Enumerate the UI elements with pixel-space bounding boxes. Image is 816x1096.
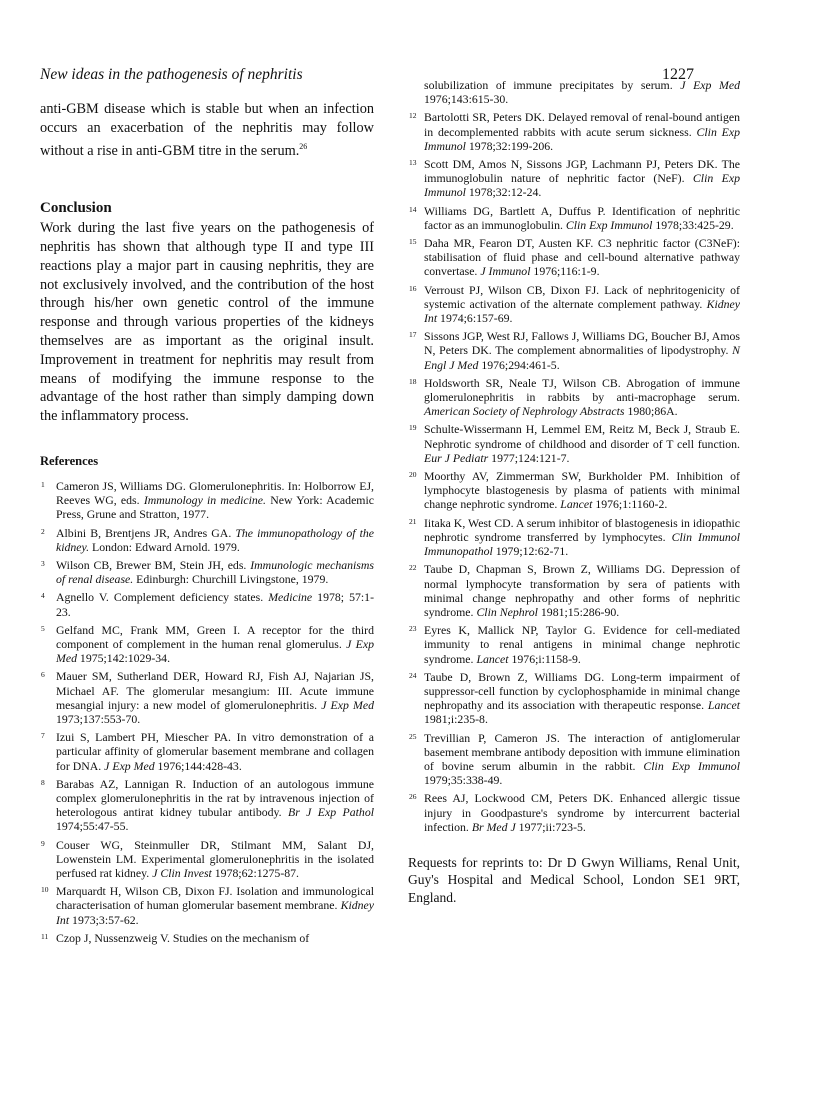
- footnote-marker: 26: [299, 141, 308, 151]
- reference-number: 16: [409, 283, 417, 293]
- references-list-left: [40, 479, 374, 945]
- reference-number: 17: [409, 330, 417, 340]
- reprint-request: Requests for reprints to: Dr D Gwyn Williams, Renal Unit, Guy's Hospital and Medical School, London SE1 9RT, England.: [408, 854, 740, 905]
- reference-number: 20: [409, 470, 417, 480]
- reference-item: 7 Izui S, Lambert PH, Miescher PA. In vitro demonstration of a particular affinity of glomerular basement membrane and collagen for DNA. J Exp Med 1976;144:428-43.: [41, 730, 374, 773]
- reference-number: 1: [41, 479, 45, 489]
- reference-number: 26: [409, 792, 417, 802]
- reference-number: 14: [409, 204, 417, 214]
- page-number: 1227: [662, 66, 694, 83]
- conclusion-heading: Conclusion: [40, 200, 112, 217]
- reference-number: 8: [41, 777, 45, 787]
- reference-number: 3: [41, 558, 45, 568]
- reference-item: 16 Verroust PJ, Wilson CB, Dixon FJ. Lack of nephritogenicity of systemic activation of the alternate complement pathway. Kidney Int 1974;6:157-69.: [409, 282, 740, 326]
- reference-number: 9: [41, 838, 45, 848]
- reference-item: 13 Scott DM, Amos N, Sissons JGP, Lachmann PJ, Peters DK. The immunoglobulin nature of nephritic factor (NeF). Clin Exp Immunol 1978;32:12-24.: [409, 157, 740, 200]
- reference-item: 20 Moorthy AV, Zimmerman SW, Burkholder PM. Inhibition of lymphocyte blastogenesis by plasma of patients with minimal change nephrotic syndrome. Lancet 1976;1:1160-2.: [409, 469, 740, 512]
- reference-item: 5 Gelfand MC, Frank MM, Green I. A receptor for the third component of complement in the human renal glomerulus. J Exp Med 1975;142:1029-34.: [41, 622, 375, 666]
- reference-item: 24 Taube D, Brown Z, Williams DG. Long-term impairment of suppressor-cell function by cyclophosphamide in minimal change nephropathy and its association with therapeutic response. Lancet 1981;i:235-8.: [409, 669, 740, 727]
- reference-item: 19 Schulte-Wissermann H, Lemmel EM, Reitz M, Beck J, Straub E. Nephrotic syndrome of childhood and disorder of T cell function. Eur J Pediatr 1977;124:121-7.: [409, 422, 740, 465]
- reference-number: 13: [409, 158, 417, 168]
- reference-number: 23: [409, 624, 417, 634]
- reference-number: 7: [41, 731, 45, 741]
- reference-number: 6: [41, 670, 45, 680]
- reference-number: 2: [41, 526, 45, 536]
- reference-item: 11 Czop J, Nussenzweig V. Studies on the mechanism of: [41, 930, 310, 945]
- reference-11-continuation: solubilization of immune precipitates by serum. J Exp Med 1976;143:615-30.: [424, 78, 741, 107]
- right-column: [408, 78, 740, 906]
- reference-item: 21 Iitaka K, West CD. A serum inhibitor of blastogenesis in idiopathic nephrotic syndrome transferred by lymphocytes. Clin Immunol Immunopathol 1979;12:62-71.: [409, 515, 740, 559]
- reference-item: 12 Bartolotti SR, Peters DK. Delayed removal of renal-bound antigen in decomplemented rabbits with acute serum sickness. Clin Exp Immunol 1978;32:199-206.: [409, 110, 740, 153]
- reference-item: 10 Marquardt H, Wilson CB, Dixon FJ. Isolation and immunological characterisation of human glomerular basement membrane. Kidney Int 1973;3:57-62.: [41, 884, 374, 927]
- reference-number: 5: [41, 623, 45, 633]
- conclusion-text: Work during the last five years on the pathogenesis of nephritis has shown that although type II and type III reactions play a major part in causing nephritis, they are not exclusively involved, and the contribution of the host through his/her own genetic control of the immune response and through various properties of the kidneys themselves are as important as the original insult. Improvement in treatment for nephritis may result from means of modifying the immune response to the advantage of the host rather than simply damping down the inflammatory process.: [40, 220, 374, 425]
- reference-item: 26 Rees AJ, Lockwood CM, Peters DK. Enhanced allergic tissue injury in Goodpasture's syndrome by intercurrent bacterial infection. Br Med J 1977;ii:723-5.: [409, 791, 740, 834]
- reference-item: 4 Agnello V. Complement deficiency states. Medicine 1978; 57:1-23.: [41, 590, 375, 619]
- reference-item: 18 Holdsworth SR, Neale TJ, Wilson CB. Abrogation of immune glomerulonephritis in rabbits by anti-macrophage serum. American Society of Nephrology Abstracts 1980;86A.: [409, 375, 740, 419]
- left-column: [40, 100, 374, 949]
- reference-item: 6 Mauer SM, Sutherland DER, Howard RJ, Fish AJ, Najarian JS, Michael AF. The glomerular mesangium: III. Acute immune mesangial injury: a new model of glomerulonephritis. J Exp Med 1973;137:553-70.: [41, 669, 375, 726]
- reference-number: 15: [409, 237, 417, 247]
- references-heading: References: [40, 453, 99, 468]
- running-title: New ideas in the pathogenesis of nephritis: [40, 66, 303, 83]
- reference-item: 8 Barabas AZ, Lannigan R. Induction of an autologous immune complex glomerulonephritis in the rat by intravenous injection of heterologous antirat kidney tubular antibody. Br J Exp Pathol 1974;55:47-55.: [41, 776, 374, 834]
- reference-number: 11: [41, 931, 49, 941]
- reference-number: 22: [409, 563, 417, 573]
- reference-number: 12: [409, 111, 417, 121]
- reference-number: 18: [409, 376, 417, 386]
- reference-number: 25: [409, 731, 417, 741]
- reference-item: 22 Taube D, Chapman S, Brown Z, Williams DG. Depression of normal lymphocyte transformation by sera of patients with minimal change nephropathy and other forms of nephritic syndrome. Clin Nephrol 1981;15:286-90.: [409, 562, 740, 619]
- reference-item: 15 Daha MR, Fearon DT, Austen KF. C3 nephritic factor (C3NeF): stabilisation of fluid phase and cell-bound alternative pathway convertase. J Immunol 1976;116:1-9.: [409, 236, 740, 279]
- intro-paragraph: anti-GBM disease which is stable but when an infection occurs an exacerbation of the nephritis may follow without a rise in anti-GBM titre in the serum.$^{26}$: [40, 101, 374, 159]
- reference-number: 10: [41, 885, 49, 895]
- reference-item: 25 Trevillian P, Cameron JS. The interaction of antiglomerular basement membrane antibody deposition with immune elimination of bovine serum albumin in the rabbit. Clin Exp Immunol 1979;35:338-49.: [409, 730, 740, 788]
- reference-item: 1 Cameron JS, Williams DG. Glomerulonephritis. In: Holborrow EJ, Reeves WG, eds. Immunology in medicine. New York: Academic Press, Grune and Stratton, 1977.: [41, 478, 374, 522]
- reference-item: 23 Eyres K, Mallick NP, Taylor G. Evidence for cell-mediated immunity to renal antigens in minimal change nephrotic syndrome. Lancet 1976;i:1158-9.: [409, 623, 740, 666]
- reference-number: 24: [409, 670, 417, 680]
- reference-number: 21: [409, 516, 417, 526]
- reference-item: 14 Williams DG, Bartlett A, Duffus P. Identification of nephritic factor as an immunoglobulin. Clin Exp Immunol 1978;33:425-29.: [409, 203, 740, 232]
- reference-item: 17 Sissons JGP, West RJ, Fallows J, Williams DG, Boucher BJ, Amos N, Peters DK. The complement abnormalities of lipodystrophy. N Engl J Med 1976;294:461-5.: [409, 329, 740, 372]
- reference-item: 9 Couser WG, Steinmuller DR, Stilmant MM, Salant DJ, Lowenstein LM. Experimental glomerulonephritis in the isolated perfused rat kidney. J Clin Invest 1978;62:1275-87.: [41, 837, 374, 880]
- reference-number: 4: [41, 591, 45, 601]
- reference-item: 3 Wilson CB, Brewer BM, Stein JH, eds. Immunologic mechanisms of renal disease. Edinburgh: Churchill Livingstone, 1979.: [41, 557, 374, 587]
- references-list-right: [408, 110, 740, 834]
- reference-item: 2 Albini B, Brentjens JR, Andres GA. The immunopathology of the kidney. London: Edward Arnold. 1979.: [41, 525, 374, 554]
- reference-number: 19: [409, 423, 417, 433]
